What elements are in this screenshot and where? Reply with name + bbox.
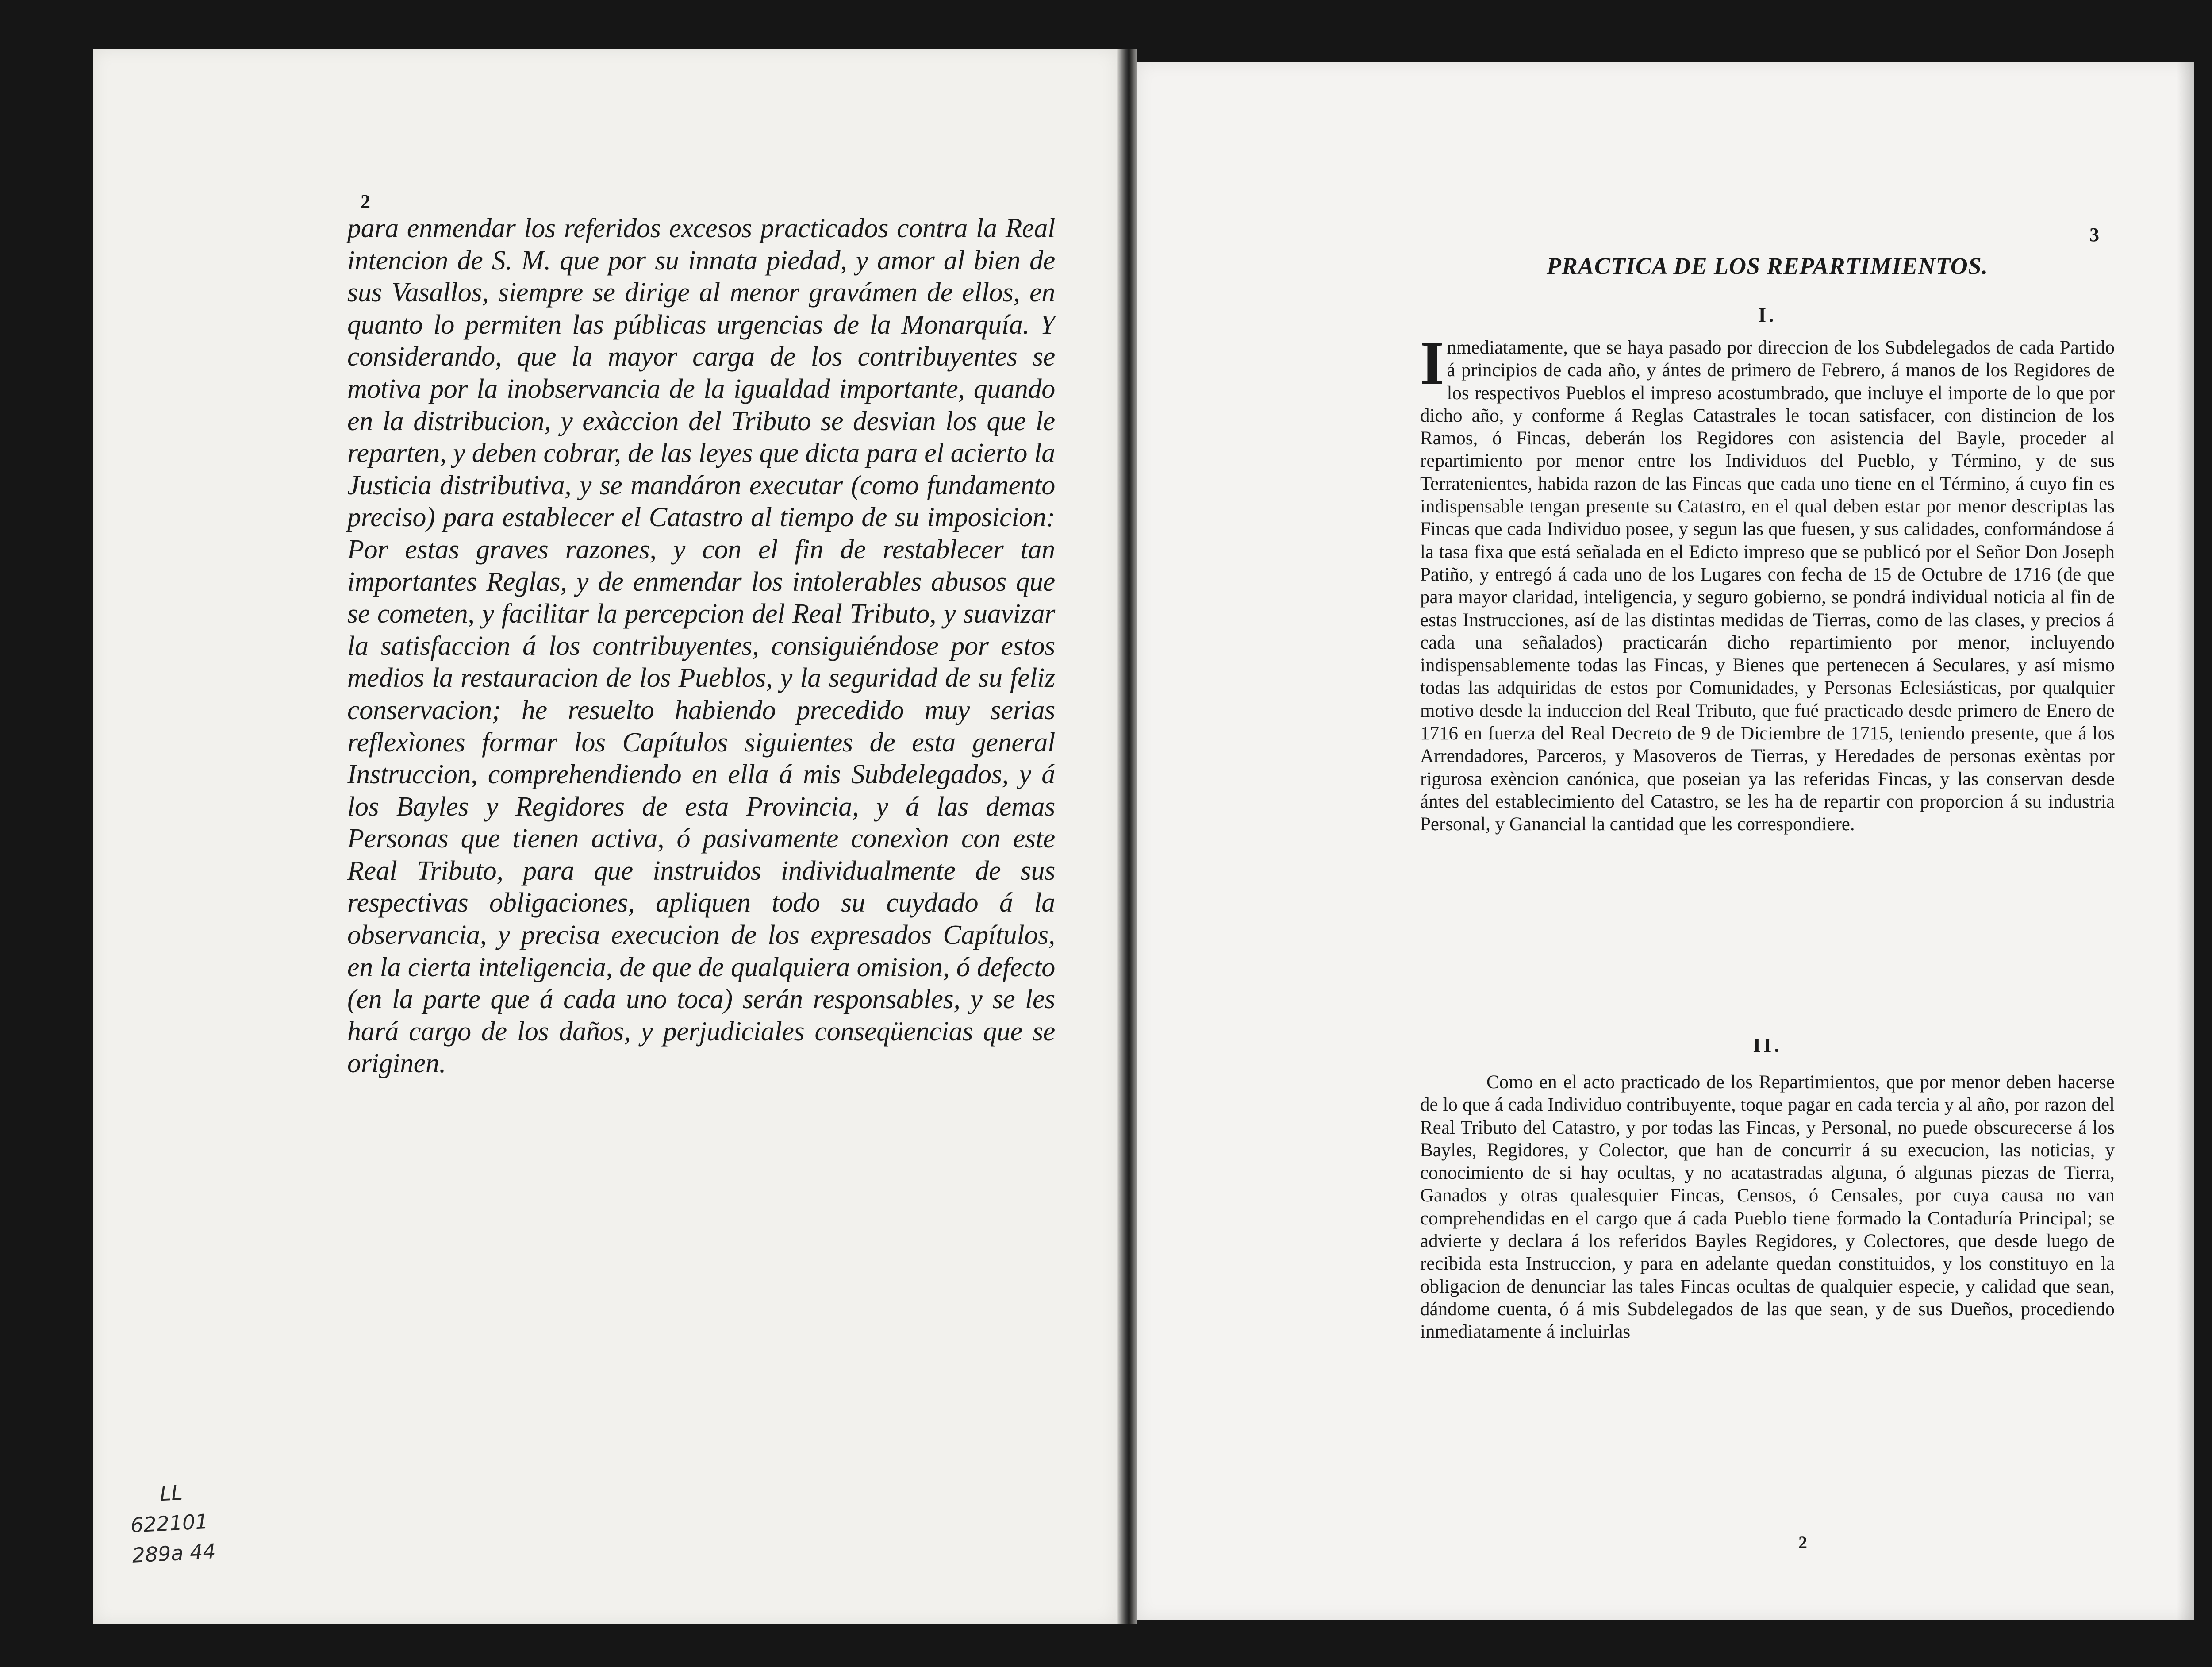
signature-mark: 2 [1798, 1532, 1807, 1552]
left-page-number: 2 [361, 191, 370, 212]
page-edge-shadow [2177, 62, 2194, 1620]
right-page-number: 3 [2089, 224, 2099, 246]
book-gutter [1117, 49, 1137, 1624]
catalog-note [128, 1476, 217, 1571]
paragraph-1: Inmediatamente, que se haya pasado por direccion de los Subdelegados de cada Partido á principios de cada año, y ántes de primero de Febrero, á manos de los Regidores de los respectivos Pueblos el impreso acostumbrado, que incluye el importe de lo que por dicho año, y conforme á Reglas Catastrales le tocan satisfacer, con distincion de los Ramos, ó Fincas, deberán los Regidores con asistencia del Bayle, proceder al repartimiento por menor entre los Individuos del Pueblo, y Término, y de sus Terratenientes, habida razon de las Fincas que cada uno tiene en el Término, á cuyo fin es indispensable tengan presente su Catastro, en el qual deben estar por menor descriptas las Fincas que cada Individuo posee, y segun las que fuesen, y sus calidades, conformándose á la tasa fixa que está señalada en el Edicto impreso que se publicó por el Señor Don Joseph Patiño, y entregó á cada uno de los Lugares con fecha de 15 de Octubre de 1716 (de que para mayor claridad, inteligencia, y seguro gobierno, se pondrá individual noticia al fin de estas Instrucciones, así de las distintas medidas de Tierras, como de las clases, y precios á cada una señalados) practicarán dicho repartimiento por menor, incluyendo indispensablemente todas las Fincas, y Bienes que pertenecen á Seculares, y así mismo todas las adquiridas de estos por Comunidades, y Personas Eclesiásticas, por qualquier motivo desde la induccion del Real Tributo, que fué practicado desde primero de Enero de 1716 en fuerza del Real Decreto de 9 de Diciembre de 1715, teniendo presente, que á los Arrendadores, Parceros, y Masoveros de Tierras, y Heredades de personas exèntas por rigurosa exèncion canónica, que poseian ya las referidas Fincas, y las conservan desde ántes del establecimiento del Catastro, se les ha de repartir con proporcion á su industria Personal, y Ganancial la cantidad que les correspondiere. [1420, 329, 2115, 835]
catalog-note-line: LL [159, 1480, 184, 1506]
section-title: PRACTICA DE LOS REPARTIMIENTOS. [1546, 253, 1989, 279]
catalog-note-line: 622101 [130, 1509, 209, 1537]
paragraph-2: Como en el acto practicado de los Repartimientos, que por menor deben hacerse de lo que á cada Individuo contribuyente, toque pagar en cada tercia y al año, por razon del Real Tributo del Catastro, y por todas las Fincas, y Personal, no puede obscurecerse á los Bayles, Regidores, y Colector, que han de concurrir á su execucion, las noticias, y conocimiento de si hay ocultas, y no acatastradas alguna, ó algunas piezas de Tierra, Ganados y otras qualesquier Fincas, Censos, ó Censales, por cuya causa no van comprehendidas en el cargo que á cada Pueblo tiene formado la Contaduría Principal; se advierte y declara á los referidos Bayles Regidores, y Colectores, que desde luego de recibida esta Instruccion, y para en adelante quedan constituidos, y los constituyo en la obligacion de denunciar las tales Fincas ocultas de qualquier especie, y calidad que sean, dándome cuenta, ó á mis Subdelegados de las que sean, y de sus Dueños, procediendo inmediatamente á incluirlas [1420, 1072, 2115, 1343]
right-page [1137, 62, 2194, 1620]
left-page-body [347, 212, 1055, 1080]
section-numeral-1: I. [1758, 304, 1777, 326]
left-page-paragraph: para enmendar los referidos excesos practicados contra la Real intencion de S. M. que por su innata piedad, y amor al bien de sus Vasallos, siempre se dirige al menor gravámen de ellos, en quanto lo permiten las públicas urgencias de la Monarquía. Y considerando, que la mayor carga de los contribuyentes se motiva por la inobservancia de la igualdad importante, quando en la distribucion, y exàccion del Tributo se desvian los que le reparten, y deben cobrar, de las leyes que dicta para el acierto la Justicia distributiva, y se mandáron executar (como fundamento preciso) para establecer el Catastro al tiempo de su imposicion: Por estas graves razones, y con el fin de restablecer tan importantes Reglas, y de enmendar los intolerables abusos que se cometen, y facilitar la percepcion del Real Tributo, y suavizar la satisfaccion á los contribuyentes, consiguiéndose por estos medios la restauracion de los Pueblos, y la seguridad de su feliz conservacion; he resuelto habiendo precedido muy serias reflexìones formar los Capítulos siguientes de esta general Instruccion, comprehendiendo en ella á mis Subdelegados, y á los Bayles y Regidores de esta Provincia, y á las demas Personas que tienen activa, ó pasivamente conexìon con este Real Tributo, para que instruidos individualmente de sus respectivas obligaciones, apliquen todo su cuydado á la observancia, y precisa execucion de los expresados Capítulos, en la cierta inteligencia, de que de qualquiera omision, ó defecto (en la parte que á cada uno toca) serán responsables, y se les hará cargo de los daños, y perjudiciales conseqüencias que se originen. [347, 213, 1055, 1079]
catalog-note-line: 289a 44 [131, 1539, 216, 1567]
left-page [93, 49, 1117, 1624]
section-numeral-2: II. [1753, 1034, 1782, 1056]
